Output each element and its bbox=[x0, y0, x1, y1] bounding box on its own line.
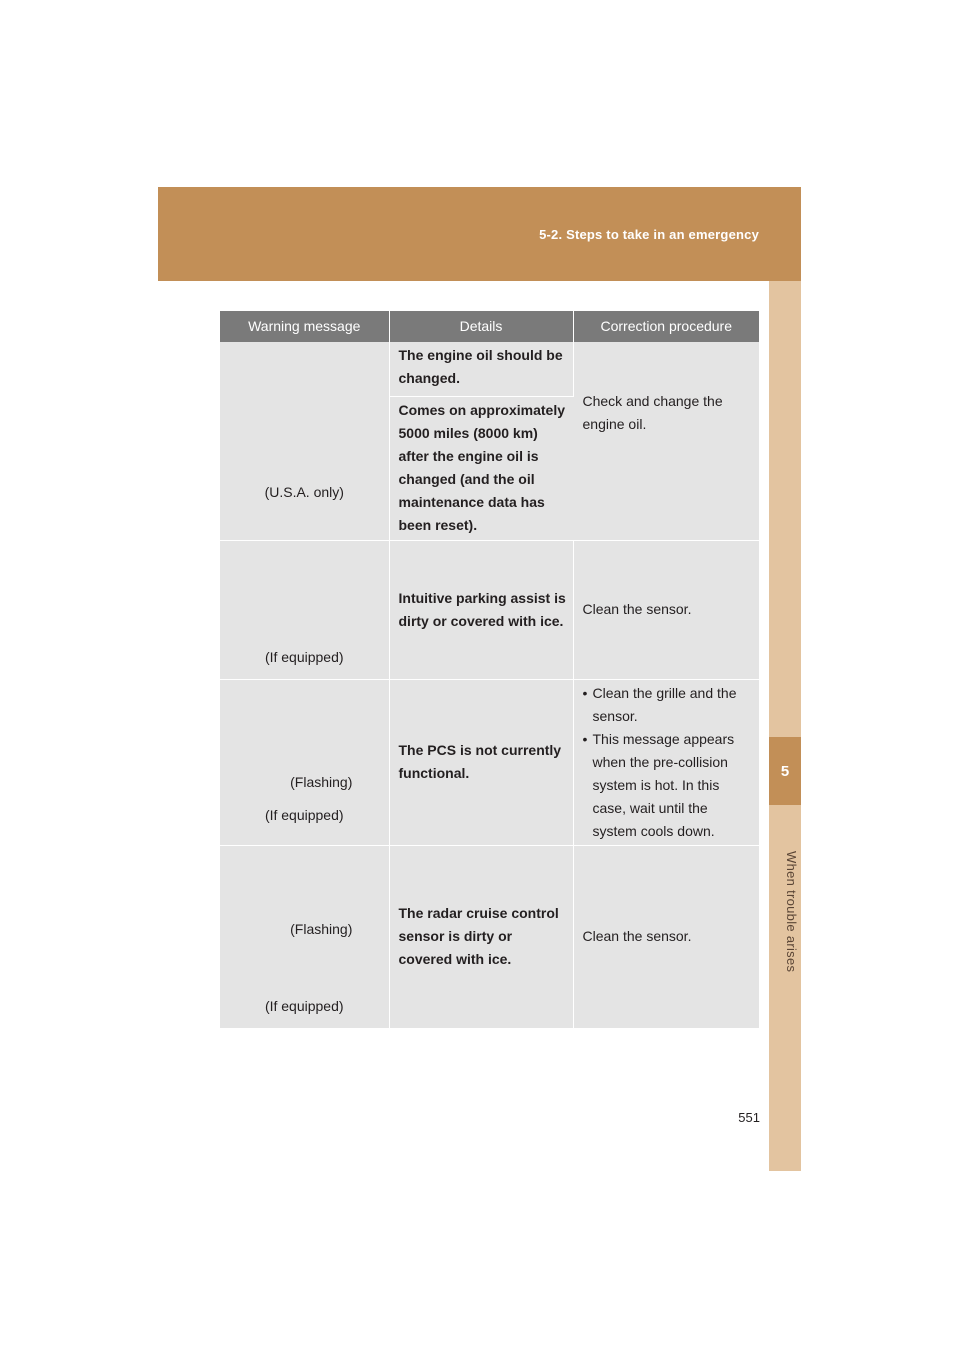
chapter-side-strip bbox=[769, 281, 801, 1171]
table-header-row bbox=[220, 311, 759, 342]
details-cell: The radar cruise control sensor is dirty or covered with ice. bbox=[389, 845, 573, 1028]
warning-message-cell bbox=[220, 679, 389, 845]
correction-cell: Clean the sensor. bbox=[573, 540, 759, 679]
message-qualifier: (If equipped) bbox=[264, 997, 344, 1014]
warning-message-cell bbox=[220, 540, 389, 679]
warning-message-table bbox=[220, 311, 759, 1029]
warning-message-cell bbox=[220, 845, 389, 1028]
details-cell: The PCS is not currently functional. bbox=[389, 679, 573, 845]
correction-cell: Check and change the engine oil. bbox=[573, 342, 759, 540]
table-row bbox=[220, 845, 759, 1028]
page-number: 551 bbox=[738, 1110, 760, 1125]
message-qualifier: (U.S.A. only) bbox=[264, 483, 344, 500]
table-row bbox=[220, 540, 759, 679]
details-cell: Comes on approximately 5000 miles (8000 km) after the engine oil is changed (and the oil maintenance data has been reset). bbox=[389, 396, 573, 540]
details-cell: The engine oil should be changed. bbox=[389, 342, 573, 396]
warning-message-cell bbox=[220, 342, 389, 540]
message-flashing: (Flashing) bbox=[290, 773, 353, 790]
table-row bbox=[220, 342, 759, 396]
column-header-correction-procedure: Correction procedure bbox=[573, 311, 759, 342]
table-row bbox=[220, 679, 759, 845]
correction-bullet-list bbox=[583, 682, 756, 843]
chapter-number-tab: 5 bbox=[769, 737, 801, 805]
column-header-warning-message: Warning message bbox=[220, 311, 389, 342]
correction-cell bbox=[573, 679, 759, 845]
message-flashing: (Flashing) bbox=[290, 920, 353, 937]
message-qualifier: (If equipped) bbox=[264, 806, 344, 823]
section-title: 5-2. Steps to take in an emergency bbox=[539, 227, 759, 242]
chapter-label: When trouble arises bbox=[784, 851, 799, 973]
list-item: • Clean the grille and the sensor. bbox=[583, 682, 756, 728]
header-band bbox=[158, 187, 801, 281]
message-qualifier: (If equipped) bbox=[264, 648, 344, 665]
column-header-details: Details bbox=[389, 311, 573, 342]
correction-cell: Clean the sensor. bbox=[573, 845, 759, 1028]
details-cell: Intuitive parking assist is dirty or covered with ice. bbox=[389, 540, 573, 679]
list-item: • This message appears when the pre-collision system is hot. In this case, wait until the system cools down. bbox=[583, 728, 756, 843]
